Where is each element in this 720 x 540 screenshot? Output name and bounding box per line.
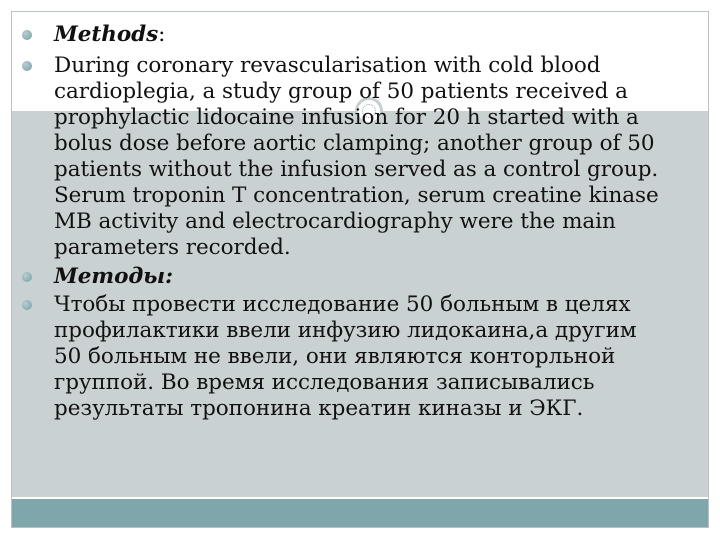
bullet-methods-heading — [18, 22, 698, 48]
round-bullet-icon — [22, 300, 32, 310]
slide-content — [18, 22, 698, 422]
methods-heading-suffix: : — [158, 22, 166, 47]
methods-russian-text: Чтобы провести исследование 50 больным в целях профилактики ввели инфузию лидокаина,а другим 50 больным не ввели, они являются конторльной группой. Во время исследования записывались результаты тропонина креатин киназы и ЭКГ. — [54, 292, 637, 421]
methods-heading: Methods — [54, 22, 159, 47]
methods-english-text: During coronary revascularisation with cold blood cardioplegia, a study group of 50 patients received a prophylactic lidocaine infusion for 20 h started with a bolus dose before aortic clamping; another group of 50 patients without the infusion served as a control group. Serum troponin T concentration, serum creatine kinase MB activity and electrocardiography were the main parameters recorded. — [54, 53, 659, 260]
round-bullet-icon — [22, 30, 32, 40]
methods-russian-heading: Методы: — [54, 264, 173, 289]
bullet-methods-russian-heading — [18, 264, 698, 290]
round-bullet-icon — [22, 272, 32, 282]
bottom-band — [12, 499, 708, 527]
bullet-methods-russian — [18, 292, 698, 422]
round-bullet-icon — [22, 61, 32, 71]
bullet-methods-english — [18, 53, 698, 261]
